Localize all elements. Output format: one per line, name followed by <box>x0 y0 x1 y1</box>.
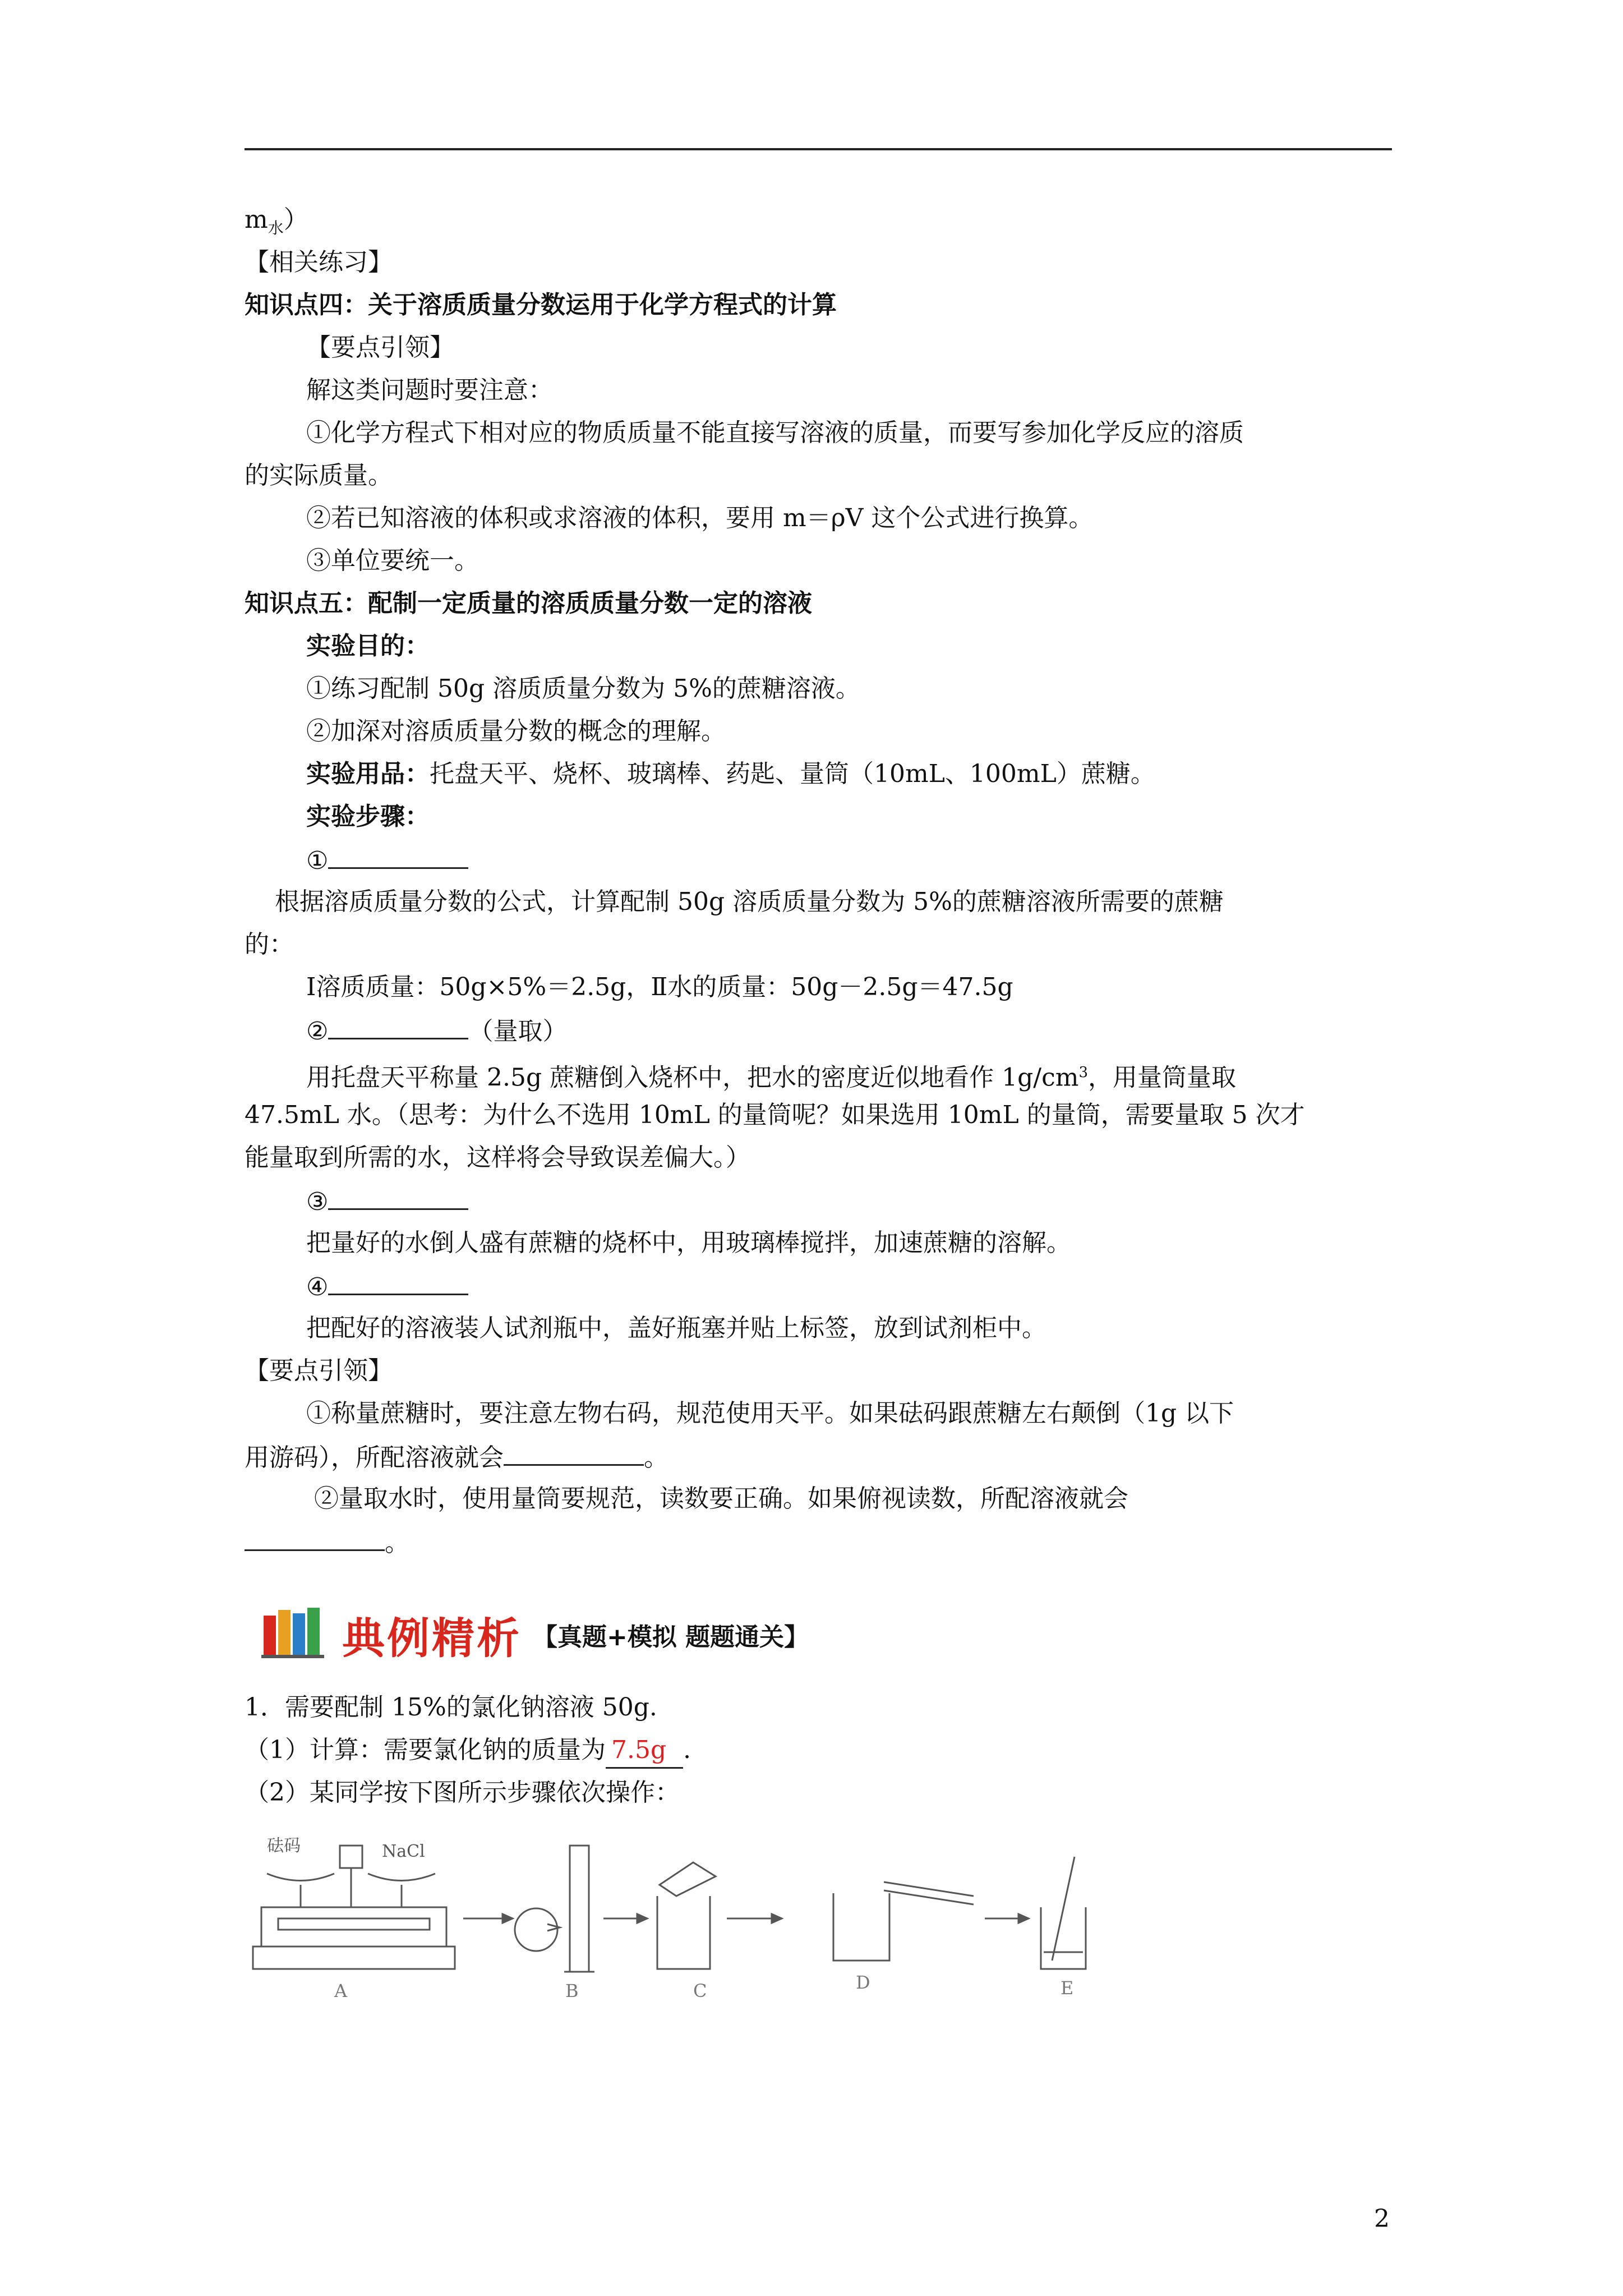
paragraph-line: ①化学方程式下相对应的物质质量不能直接写溶液的质量，而要写参加化学反应的溶质 <box>306 418 1244 447</box>
experiment-steps-figure <box>245 1834 1175 2003</box>
paragraph-line: ①练习配制 50g 溶质质量分数为 5%的蔗糖溶液。 <box>306 674 860 703</box>
paragraph-line: 用游码），所配溶液就会 。 <box>245 1439 668 1475</box>
arrow-icon <box>727 1914 782 1923</box>
paragraph-line: 的实际质量。 <box>245 461 393 490</box>
experiment-steps-heading: 实验步骤： <box>306 802 430 831</box>
paragraph-line: ②量取水时，使用量筒要规范，读数要正确。如果俯视读数，所配溶液就会 <box>314 1484 1128 1513</box>
question-1-part-1: （1）计算：需要氯化钠的质量为 7.5g . <box>245 1733 691 1769</box>
paragraph-line: ②加深对溶质质量分数的概念的理解。 <box>306 717 726 746</box>
paragraph-line: 47.5mL 水。（思考：为什么不选用 10mL 的量筒呢？如果选用 10mL 的量筒，需要量取 5 次才 <box>245 1101 1305 1129</box>
key-points-heading: 【要点引领】 <box>306 333 454 362</box>
blank-line <box>328 1184 468 1210</box>
blank-line <box>245 1525 385 1551</box>
beaker-with-paper-icon <box>657 1862 716 1969</box>
paragraph-line: 根据溶质质量分数的公式，计算配制 50g 溶质质量分数为 5%的蔗糖溶液所需要的蔗糖 <box>275 887 1224 916</box>
blank-line <box>504 1439 644 1466</box>
paragraph-line: 能量取到所需的水，这样将会导致误差偏大。） <box>245 1143 750 1172</box>
beaker-stirring-icon <box>1041 1857 1086 1969</box>
section-banner <box>258 1600 903 1662</box>
paragraph-line: 用托盘天平称量 2.5g 蔗糖倒入烧杯中，把水的密度近似地看作 $1g/cm^3$，用量筒量取 <box>306 1063 1236 1092</box>
arrow-icon <box>985 1914 1029 1923</box>
paragraph-line: 把量好的水倒人盛有蔗糖的烧杯中，用玻璃棒搅拌，加速蔗糖的溶解。 <box>306 1228 1071 1257</box>
question-1-line: 1．需要配制 15%的氯化钠溶液 50g. <box>245 1693 657 1722</box>
key-points-heading-2: 【要点引领】 <box>245 1356 393 1385</box>
eye-reading-icon <box>515 1908 560 1951</box>
blank-line <box>328 1013 468 1039</box>
step-2-line: ② （量取） <box>306 1013 567 1048</box>
graduated-cylinder-icon <box>564 1846 594 1972</box>
figure-label-d: D <box>856 1972 870 1993</box>
paragraph-line: 解这类问题时要注意： <box>306 376 553 404</box>
blank-line <box>328 843 468 869</box>
paragraph-line: 的： <box>245 930 294 959</box>
knowledge-point-5-heading: 知识点五：配制一定质量的溶质质量分数一定的溶液 <box>245 589 812 618</box>
books-icon <box>258 1600 336 1662</box>
nacl-label: NaCl <box>382 1842 425 1861</box>
knowledge-point-4-heading: 知识点四：关于溶质质量分数运用于化学方程式的计算 <box>245 291 837 319</box>
paragraph-line: Ⅰ溶质质量：50g×5%＝2.5g，Ⅱ水的质量：50g－2.5g＝47.5g <box>306 973 1013 1001</box>
banner-tag: 【真题+模拟 题题通关】 <box>533 1623 809 1651</box>
figure-label-e: E <box>1061 1977 1074 1999</box>
figure-label-a: A <box>334 1980 348 2001</box>
arrow-icon <box>463 1914 513 1923</box>
banner-title: 典例精析 <box>342 1613 522 1663</box>
balance-scale-icon <box>253 1846 455 1969</box>
experiment-purpose-heading: 实验目的： <box>306 632 430 660</box>
step-3-line: ③ <box>306 1184 468 1219</box>
experiment-materials-line: 实验用品：托盘天平、烧杯、玻璃棒、药匙、量筒（10mL、100mL）蔗糖。 <box>306 760 1155 788</box>
blank-line <box>328 1269 468 1295</box>
figure-label-c: C <box>693 1980 707 2001</box>
header-rule <box>245 148 1392 150</box>
related-practice-heading: 【相关练习】 <box>245 248 393 277</box>
question-1-part-2: （2）某同学按下图所示步骤依次操作： <box>245 1778 680 1807</box>
paragraph-line: ③单位要统一。 <box>306 546 479 575</box>
paragraph-line: ①称量蔗糖时，要注意左物右码，规范使用天平。如果砝码跟蔗糖左右颠倒（1g 以下 <box>306 1399 1234 1428</box>
answer-value: 7.5g <box>606 1733 683 1769</box>
figure-label-b: B <box>565 1980 579 2001</box>
paragraph-line: 。 <box>245 1525 409 1560</box>
paragraph-line: 把配好的溶液装人试剂瓶中，盖好瓶塞并贴上标签，放到试剂柜中。 <box>306 1314 1046 1342</box>
paragraph-line: ②若已知溶液的体积或求溶液的体积，要用 m＝ρV 这个公式进行换算。 <box>306 504 1094 532</box>
step-4-line: ④ <box>306 1269 468 1304</box>
step-1-line: ① <box>306 843 468 878</box>
weight-label: 砝码 <box>267 1836 301 1856</box>
arrow-icon <box>603 1914 647 1923</box>
page-number: 2 <box>1374 2205 1390 2233</box>
line-m-water: $m_水$） <box>245 205 308 237</box>
beaker-pouring-icon <box>833 1882 974 1961</box>
